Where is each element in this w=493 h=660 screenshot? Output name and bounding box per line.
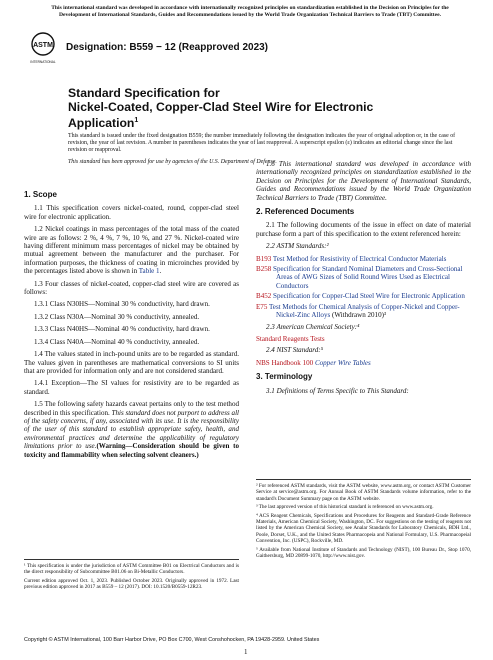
section-heading-referenced-documents: 2. Referenced Documents — [256, 207, 355, 217]
acs-reference-link[interactable]: Standard Reagents Tests — [256, 334, 325, 343]
para-1-3-1: 1.3.1 Class N30HS—Nominal 30 % conductivity, hard drawn. — [34, 300, 210, 309]
ref-code-link[interactable]: B452 — [256, 292, 272, 301]
ref-title-link[interactable]: Test Method for Resistivity of Electrical Conductor Materials — [272, 254, 447, 263]
designation: Designation: B559 − 12 (Reapproved 2023) — [66, 42, 269, 53]
nist-reference-link[interactable]: NBS Handbook 100 — [256, 358, 314, 367]
para-1-3-4: 1.3.4 Class N40A—Nominal 40 % conductivity, annealed. — [34, 337, 200, 346]
footnotes-right — [256, 479, 471, 561]
left-column — [24, 185, 239, 463]
footnote: ³ The last approved version of this historical standard is referenced on www.astm.org. — [256, 504, 434, 511]
dod-approval-note: This standard has been approved for use by agencies of the U.S. Department of Defense. — [68, 159, 277, 165]
reference-item — [256, 255, 471, 263]
reference-item — [256, 265, 471, 290]
astm-logo — [30, 32, 56, 66]
para-1-4: 1.4 The values stated in inch-pound units are to be regarded as standard. The values given in parentheses are mathematical conversions to SI units that are provided for information only and are not considered standard. — [24, 350, 239, 375]
footnote: Current edition approved Oct. 1, 2023. Published October 2023. Originally approved in 1972. Last previous edition approved in 2017 as B559 – 12 (2017). DOI: 10.1520/B0559-12R23. — [24, 577, 239, 591]
copyright-line: Copyright © ASTM International, 100 Barr Harbor Drive, PO Box C700, West Conshohocken, PA 19428-2959. United States — [24, 637, 320, 643]
footnote: ⁵ Available from National Institute of Standards and Technology (NIST), 100 Bureau Dr., Stop 1070, Gaithersburg, MD 20899-1070, http://www.nist.gov. — [256, 546, 471, 560]
para-1-1: 1.1 This specification covers nickel-coated, round, copper-clad steel wire for electronic application. — [24, 204, 239, 221]
reference-item — [256, 335, 471, 343]
para-1-6: 1.6 This international standard was developed in accordance with internationally recognized principles on standardization established in the Decision on Principles for the Development of International Standards, Guides and Recommendations issued by the World Trade Organization Technical Barriers to Trade (TBT) Committee. — [256, 160, 471, 202]
tbt-notice: This international standard was developed in accordance with internationally recognized principles on standardization established in the Decision on Principles for the Development of International Standards, Guides and Recommendations issued by the World Trade Organization Technical Barriers to Trade (TBT) Committee. — [51, 5, 449, 18]
logo-caption: INTERNATIONAL — [30, 60, 56, 64]
ref-title-link[interactable]: Specification for Copper-Clad Steel Wire for Electronic Application — [273, 292, 465, 301]
footnote: ¹ This specification is under the jurisdiction of ASTM Committee B01 on Electrical Conductors and is the direct responsibility of Subcommittee B01.06 on Bi-Metallic Conductors. — [24, 563, 239, 576]
para-1-4-1: 1.4.1 Exception—The SI values for resistivity are to be regarded as standard. — [24, 379, 239, 396]
footnote: ⁴ ACS Reagent Chemicals, Specifications and Procedures for Reagents and Standard-Grade Reference Materials, American Chemical Society, Washington, DC. For suggestions on the testing of reagents not listed by the American Chemical Society, see Analar Standards for Laboratory Chemicals, BDH Ltd., Poole, Dorset, U.K., and the United States Pharmacopeia and National Formulary, U.S. Pharmacopeial Convention, Inc. (USPC), Rockville, MD. — [256, 512, 471, 545]
para-2-4: 2.4 NIST Standard:⁵ — [266, 346, 324, 355]
footnotes-left — [24, 559, 239, 593]
para-2-2: 2.2 ASTM Standards:² — [266, 242, 329, 251]
standard-issue-note: This standard is issued under the fixed designation B559; the number immediately following the designation indicates the year of original adoption or, in the case of revision, the year of last revision. A number in parentheses indicates the year of last reapproval. A superscript epsilon (ε) indicates an editorial change since the last revision or reapproval. — [68, 133, 456, 154]
title-line-2: Nickel-Coated, Copper-Clad Steel Wire for Electronic Application — [68, 100, 374, 131]
section-heading-terminology: 3. Terminology — [256, 372, 313, 382]
para-1-5: 1.5 The following safety hazards caveat pertains only to the test method described in this specification. This standard does not purport to address all of the safety concerns, if any, associated with its use. It is the responsibility of the user of this standard to establish appropriate safety, health, and environmental practices and determine the applicability of regulatory limitations prior to use.(Warning—Consideration should be given to toxicity and flammability when selecting solvent cleaners.) — [24, 400, 239, 459]
title-footnote-ref: 1 — [134, 117, 139, 124]
page-number: 1 — [244, 648, 248, 656]
reference-item — [256, 359, 471, 367]
para-3-1: 3.1 Definitions of Terms Specific to This Standard: — [266, 386, 409, 395]
para-1-3-2: 1.3.2 Class N30A—Nominal 30 % conductivity, annealed. — [34, 312, 200, 321]
nist-title-link[interactable]: Copper Wire Tables — [314, 358, 371, 367]
svg-text:ASTM: ASTM — [33, 42, 53, 49]
right-column — [256, 160, 471, 399]
section-heading-scope: 1. Scope — [24, 190, 57, 199]
para-1-2: 1.2 Nickel coatings in mass percentages of the total mass of the coated wire are as follows: 2 %, 4 %, 7 %, 10 %, and 27 %. Nickel-coated wire having different minimum mass percentages of nickel may be obtained by mutual agreement between the manufacturer and the purchaser. For information purposes, the thickness of coating in microinches provided by the percentages listed above is shown in Table 1. — [24, 225, 239, 276]
para-1-3: 1.3 Four classes of nickel-coated, copper-clad steel wire are covered as follows: — [24, 279, 239, 297]
para-2-1: 2.1 The following documents of the issue in effect on date of material purchase form a part of this specification to the extent referenced herein: — [256, 221, 471, 238]
reference-item — [256, 292, 471, 300]
ref-code-link[interactable]: E75 — [256, 302, 268, 311]
ref-code-link[interactable]: B258 — [256, 265, 272, 274]
ref-code-link[interactable]: B193 — [256, 254, 272, 263]
para-1-3-3: 1.3.3 Class N40HS—Nominal 40 % conductivity, hard drawn. — [34, 325, 210, 334]
para-2-3: 2.3 American Chemical Society:⁴ — [266, 322, 360, 331]
footnote: ² For referenced ASTM standards, visit the ASTM website, www.astm.org, or contact ASTM Customer Service at service@astm.org. For Annual Book of ASTM Standards volume information, refer to the standard's Document Summary page on the ASTM website. — [256, 483, 471, 502]
ref-title-link[interactable]: Test Methods for Chemical Analysis of Copper-Nickel and Copper-Nickel-Zinc Alloys — [269, 302, 460, 320]
reference-item: E75 Test Methods for Chemical Analysis of Copper-Nickel and Copper-Nickel-Zinc Alloys (Withdrawn 2010)³ — [256, 302, 460, 320]
document-title — [68, 86, 428, 130]
table-1-link[interactable]: Table 1 — [138, 267, 160, 276]
ref-title-link[interactable]: Specification for Standard Nominal Diameters and Cross-Sectional Areas of AWG Sizes of Solid Round Wires Used as Electrical Conductors — [273, 265, 463, 290]
title-line-1: Standard Specification for — [68, 86, 220, 100]
